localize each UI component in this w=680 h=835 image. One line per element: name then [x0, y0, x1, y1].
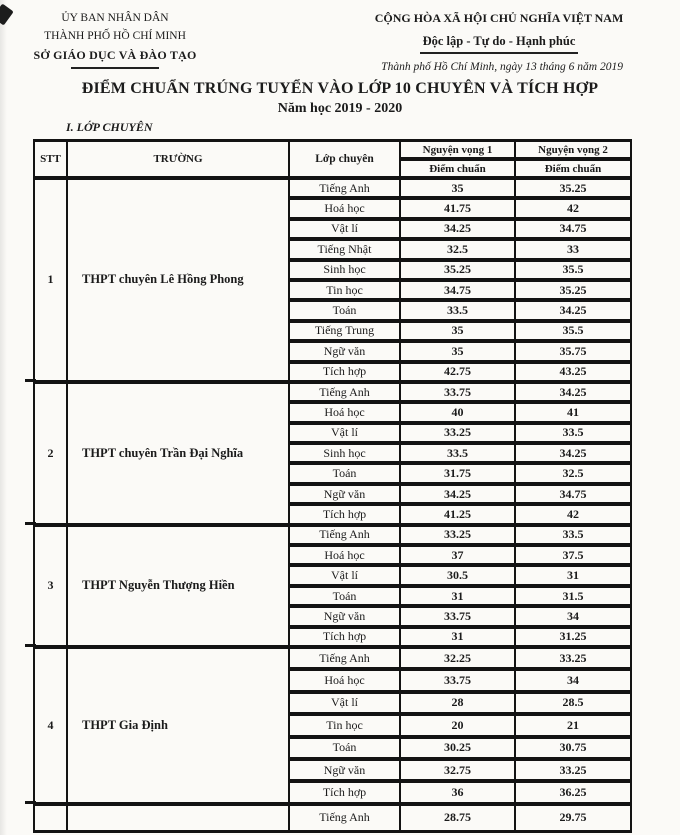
stt-cell: 3 [34, 525, 67, 647]
stt-cell: 2 [34, 382, 67, 525]
stt-cell: 1 [34, 178, 67, 382]
table-row [34, 178, 631, 198]
nv2-score-cell: 31.5 [515, 586, 631, 606]
authority-line-1: ỦY BAN NHÂN DÂN [61, 12, 169, 24]
school-name-cell: THPT chuyên Lê Hồng Phong [67, 178, 289, 382]
document-subtitle: Năm học 2019 - 2020 [277, 101, 403, 116]
nv1-score-cell: 20 [400, 714, 515, 736]
nv1-score-cell: 41.25 [400, 504, 515, 524]
subject-cell: Ngữ văn [289, 606, 400, 626]
nv1-score-cell: 35.25 [400, 260, 515, 280]
nv2-score-cell: 31 [515, 565, 631, 585]
nv1-score-cell: 32.25 [400, 647, 515, 669]
subject-cell: Tiếng Anh [289, 525, 400, 545]
nv1-score-cell: 35 [400, 321, 515, 341]
nv1-score-cell: 37 [400, 545, 515, 565]
nv2-score-cell: 34.25 [515, 443, 631, 463]
nv1-score-cell: 33.25 [400, 525, 515, 545]
scan-artifact [0, 4, 14, 26]
date-line: Thành phố Hồ Chí Minh, ngày 13 tháng 6 năm 2019 [381, 61, 623, 73]
underline-rule [71, 67, 159, 69]
table-row [34, 647, 631, 669]
nv1-score-cell: 30.5 [400, 565, 515, 585]
national-motto: Độc lập - Tự do - Hạnh phúc [420, 31, 579, 54]
stt-cell: 4 [34, 647, 67, 804]
nv2-score-cell: 42 [515, 198, 631, 218]
nv1-score-cell: 31.75 [400, 463, 515, 483]
nv2-score-cell: 33.5 [515, 525, 631, 545]
nv2-score-cell: 35.25 [515, 280, 631, 300]
subject-cell: Tin học [289, 714, 400, 736]
nv1-score-cell: 41.75 [400, 198, 515, 218]
nv1-score-cell: 28 [400, 692, 515, 714]
nv1-score-cell: 42.75 [400, 362, 515, 382]
nv2-score-cell: 34.25 [515, 300, 631, 320]
section-heading: I. LỚP CHUYÊN [66, 120, 153, 134]
subject-cell: Tiếng Trung [289, 321, 400, 341]
national-motto-block [366, 9, 632, 54]
nv1-score-cell: 34.75 [400, 280, 515, 300]
nv2-score-cell: 34.75 [515, 484, 631, 504]
subject-cell: Tin học [289, 280, 400, 300]
subject-cell: Tích hợp [289, 781, 400, 803]
nv2-score-cell: 33.5 [515, 423, 631, 443]
issuing-authority-block [25, 9, 205, 69]
subject-cell: Sinh học [289, 443, 400, 463]
header-school: TRƯỜNG [67, 140, 289, 178]
subject-cell: Vật lí [289, 692, 400, 714]
subject-cell: Tiếng Anh [289, 647, 400, 669]
subject-cell: Sinh học [289, 260, 400, 280]
nv1-score-cell: 35 [400, 178, 515, 198]
nv1-score-cell: 31 [400, 586, 515, 606]
nv1-score-cell: 35 [400, 341, 515, 361]
nv2-score-cell: 35.5 [515, 321, 631, 341]
nv2-score-cell: 37.5 [515, 545, 631, 565]
subject-cell: Vật lí [289, 423, 400, 443]
authority-line-2: THÀNH PHỐ HỒ CHÍ MINH [44, 30, 186, 43]
nv1-score-cell: 34.25 [400, 484, 515, 504]
school-name-cell: THPT Gia Định [67, 647, 289, 804]
nv2-score-cell: 21 [515, 714, 631, 736]
score-table-body [34, 178, 631, 832]
subject-cell: Tiếng Nhật [289, 239, 400, 259]
nv2-score-cell: 35.75 [515, 341, 631, 361]
nv2-score-cell: 34.25 [515, 382, 631, 402]
nv2-score-cell: 43.25 [515, 362, 631, 382]
nv1-score-cell: 33.75 [400, 606, 515, 626]
nv1-score-cell: 31 [400, 627, 515, 647]
nv1-score-cell: 33.5 [400, 443, 515, 463]
school-name-cell [67, 804, 289, 832]
nv2-score-cell: 34.75 [515, 219, 631, 239]
table-row [34, 382, 631, 402]
nv2-score-cell: 42 [515, 504, 631, 524]
subject-cell: Hoá học [289, 198, 400, 218]
nv1-score-cell: 33.5 [400, 300, 515, 320]
subject-cell: Tích hợp [289, 504, 400, 524]
nv2-score-cell: 31.25 [515, 627, 631, 647]
nv1-score-cell: 30.25 [400, 737, 515, 759]
subject-cell: Hoá học [289, 669, 400, 691]
table-row [34, 804, 631, 832]
header-class: Lớp chuyên [289, 140, 400, 178]
table-row [34, 525, 631, 545]
subject-cell: Hoá học [289, 402, 400, 422]
nv2-score-cell: 33 [515, 239, 631, 259]
nv2-score-cell: 33.25 [515, 759, 631, 781]
nv1-score-cell: 33.75 [400, 382, 515, 402]
header-stt: STT [34, 140, 67, 178]
subject-cell: Ngữ văn [289, 341, 400, 361]
school-name-cell: THPT Nguyễn Thượng Hiền [67, 525, 289, 647]
nv2-score-cell: 34 [515, 669, 631, 691]
nv2-score-cell: 29.75 [515, 804, 631, 832]
table-header [34, 140, 631, 178]
subject-cell: Vật lí [289, 565, 400, 585]
nv1-score-cell: 28.75 [400, 804, 515, 832]
subject-cell: Tiếng Anh [289, 804, 400, 832]
nv1-score-cell: 36 [400, 781, 515, 803]
subject-cell: Vật lí [289, 219, 400, 239]
header-nv1: Nguyện vọng 1 [400, 140, 515, 159]
nv2-score-cell: 33.25 [515, 647, 631, 669]
nv2-score-cell: 36.25 [515, 781, 631, 803]
nv2-score-cell: 34 [515, 606, 631, 626]
document-title: ĐIỂM CHUẨN TRÚNG TUYỂN VÀO LỚP 10 CHUYÊN VÀ TÍCH HỢP [81, 80, 599, 97]
cutoff-scores-table [33, 139, 632, 833]
national-title: CỘNG HÒA XÃ HỘI CHỦ NGHĨA VIỆT NAM [374, 11, 624, 25]
subject-cell: Tích hợp [289, 627, 400, 647]
nv1-score-cell: 33.75 [400, 669, 515, 691]
subject-cell: Toán [289, 463, 400, 483]
subject-cell: Tiếng Anh [289, 382, 400, 402]
nv1-score-cell: 32.75 [400, 759, 515, 781]
school-name-cell: THPT chuyên Trần Đại Nghĩa [67, 382, 289, 525]
nv2-score-cell: 35.5 [515, 260, 631, 280]
nv1-score-cell: 33.25 [400, 423, 515, 443]
subject-cell: Toán [289, 586, 400, 606]
header-nv1-score: Điểm chuẩn [400, 159, 515, 178]
subject-cell: Hoá học [289, 545, 400, 565]
stt-cell [34, 804, 67, 832]
nv2-score-cell: 35.25 [515, 178, 631, 198]
subject-cell: Ngữ văn [289, 484, 400, 504]
nv1-score-cell: 34.25 [400, 219, 515, 239]
nv1-score-cell: 40 [400, 402, 515, 422]
nv2-score-cell: 32.5 [515, 463, 631, 483]
subject-cell: Toán [289, 300, 400, 320]
scan-edge-shading [0, 0, 7, 835]
nv2-score-cell: 28.5 [515, 692, 631, 714]
subject-cell: Toán [289, 737, 400, 759]
subject-cell: Ngữ văn [289, 759, 400, 781]
header-nv2: Nguyện vọng 2 [515, 140, 631, 159]
subject-cell: Tiếng Anh [289, 178, 400, 198]
subject-cell: Tích hợp [289, 362, 400, 382]
authority-line-3: SỞ GIÁO DỤC VÀ ĐÀO TẠO [33, 47, 197, 62]
nv2-score-cell: 30.75 [515, 737, 631, 759]
nv2-score-cell: 41 [515, 402, 631, 422]
nv1-score-cell: 32.5 [400, 239, 515, 259]
header-nv2-score: Điểm chuẩn [515, 159, 631, 178]
